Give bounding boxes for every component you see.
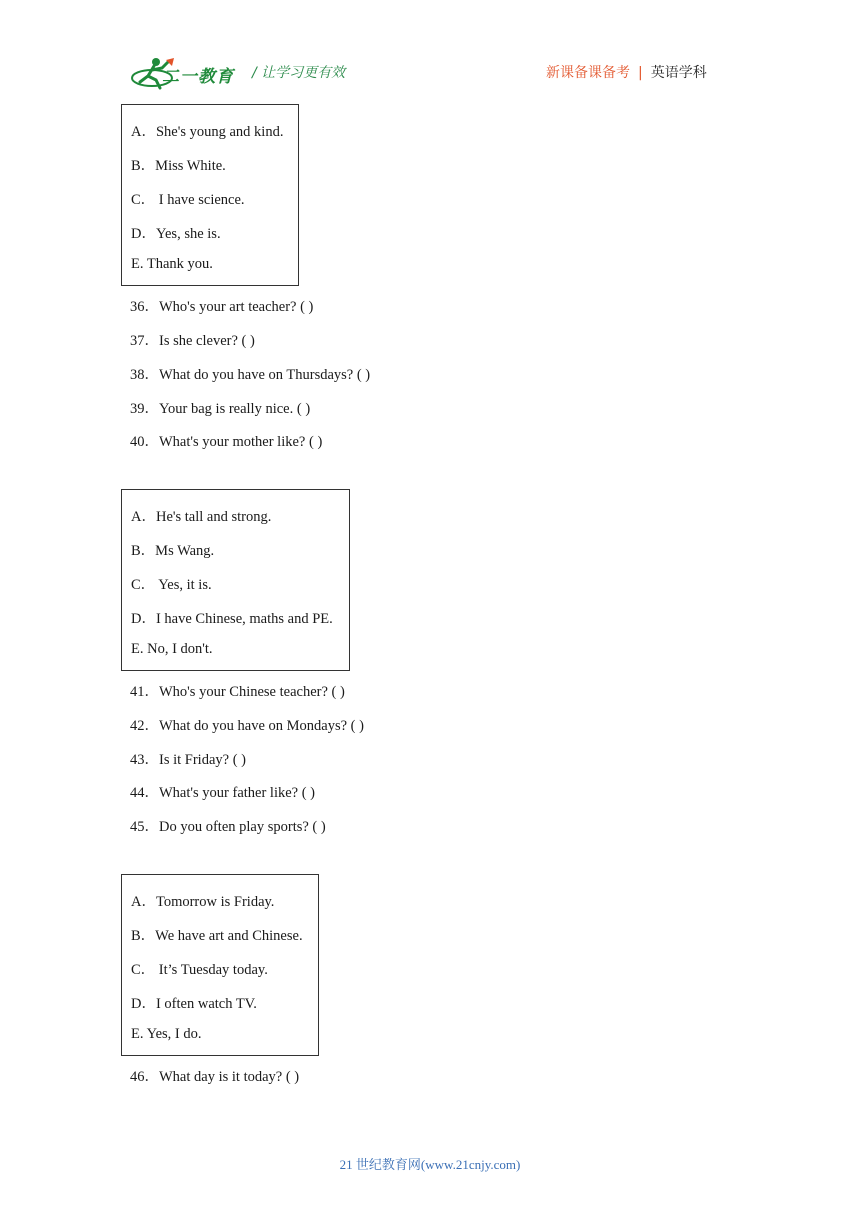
options-box-1 — [121, 104, 299, 286]
question: 38．What do you have on Thursdays? ( ) — [130, 367, 371, 383]
option: B．We have art and Chinese. — [131, 928, 303, 944]
question: 45．Do you often play sports? ( ) — [130, 819, 326, 835]
option: E. Yes, I do. — [131, 1026, 202, 1042]
question: 43．Is it Friday? ( ) — [130, 752, 246, 768]
question: 36．Who's your art teacher? ( ) — [130, 299, 314, 315]
question: 46．What day is it today? ( ) — [130, 1069, 300, 1085]
option: B．Ms Wang. — [131, 543, 215, 559]
header-subject — [546, 62, 707, 82]
option: A．She's young and kind. — [131, 124, 284, 140]
logo-text: 二一教育 — [162, 67, 234, 87]
option: E. Thank you. — [131, 256, 213, 272]
option: E. No, I don't. — [131, 641, 213, 657]
options-box-2 — [121, 489, 350, 671]
page-header — [0, 0, 860, 100]
page-footer: 21 世纪教育网(www.21cnjy.com) — [339, 1157, 521, 1172]
option: C． Yes, it is. — [131, 577, 212, 593]
option: D．I often watch TV. — [131, 996, 257, 1012]
options-box-3 — [121, 874, 319, 1056]
header-course-label: 新课备课备考 — [546, 65, 630, 81]
question: 42．What do you have on Mondays? ( ) — [130, 718, 364, 734]
option: D．Yes, she is. — [131, 226, 221, 242]
option: A．He's tall and strong. — [131, 509, 272, 525]
option: D．I have Chinese, maths and PE. — [131, 611, 333, 627]
question: 41．Who's your Chinese teacher? ( ) — [130, 684, 345, 700]
question: 39．Your bag is really nice. ( ) — [130, 401, 311, 417]
question: 44．What's your father like? ( ) — [130, 785, 316, 801]
option: A．Tomorrow is Friday. — [131, 894, 275, 910]
option: C． I have science. — [131, 192, 245, 208]
option: C． It’s Tuesday today. — [131, 962, 268, 978]
header-subject-label: 英语学科 — [650, 65, 707, 81]
question: 37．Is she clever? ( ) — [130, 333, 255, 349]
header-separator: | — [638, 65, 643, 81]
option: B．Miss White. — [131, 158, 226, 174]
question: 40．What's your mother like? ( ) — [130, 434, 323, 450]
slogan: / 让学习更有效 — [252, 65, 346, 81]
